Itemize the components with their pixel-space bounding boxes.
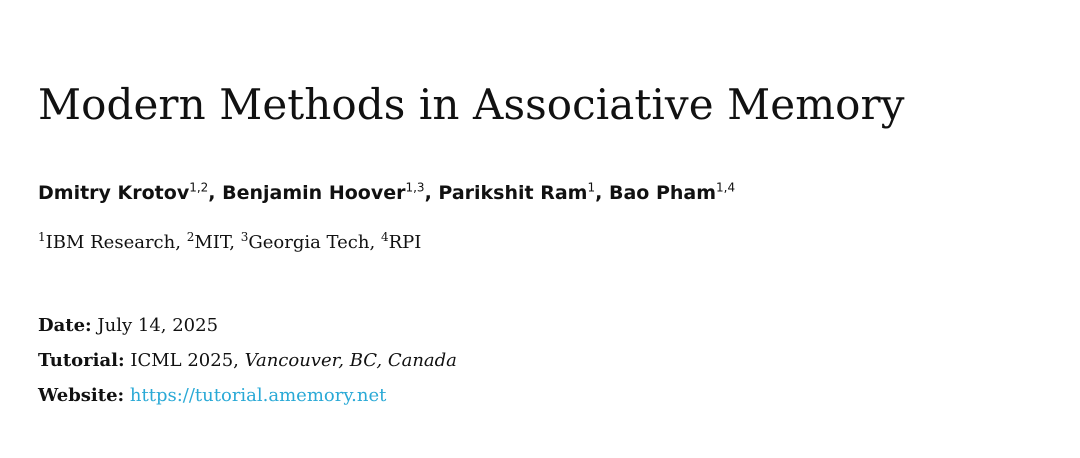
author-affiliation-marker: 1,4 bbox=[716, 180, 736, 195]
author-list: Dmitry Krotov$^{1,2}$, Benjamin Hoover$^{1,3}$, Parikshit Ram$^1$, Bao Pham$^{1,4}$ bbox=[38, 180, 736, 204]
tutorial-location: Vancouver, BC, Canada bbox=[244, 350, 457, 371]
event-details bbox=[38, 308, 457, 413]
affiliation-number: 4 bbox=[380, 230, 389, 244]
affiliation-name: Georgia Tech bbox=[248, 232, 370, 253]
author-name: Dmitry Krotov bbox=[38, 182, 190, 204]
author-name: Parikshit Ram bbox=[438, 182, 588, 204]
affiliation-list: $^1$IBM Research, $^2$MIT, $^3$Georgia Tech, $^4$RPI bbox=[38, 230, 422, 253]
affiliation-number: 2 bbox=[186, 230, 195, 244]
affiliation-name: RPI bbox=[388, 232, 422, 253]
date-row bbox=[38, 308, 457, 343]
author-affiliation-marker: 1,3 bbox=[405, 180, 425, 195]
tutorial-venue: ICML 2025, bbox=[130, 350, 239, 371]
author-affiliation-marker: 1 bbox=[587, 180, 596, 195]
author-affiliation-marker: 1,2 bbox=[189, 180, 209, 195]
affiliation-number: 3 bbox=[240, 230, 249, 244]
tutorial-row bbox=[38, 343, 457, 378]
affiliation-name: MIT bbox=[194, 232, 230, 253]
author-name: Bao Pham bbox=[608, 182, 717, 204]
author-name: Benjamin Hoover bbox=[222, 182, 406, 204]
tutorial-label: Tutorial: bbox=[38, 350, 125, 371]
website-link[interactable]: https://tutorial.amemory.net bbox=[129, 385, 387, 406]
website-row bbox=[38, 378, 457, 413]
date-value: July 14, 2025 bbox=[97, 315, 219, 336]
date-label: Date: bbox=[38, 315, 92, 336]
affiliation-number: 1 bbox=[38, 230, 46, 244]
paper-title: Modern Methods in Associative Memory bbox=[38, 80, 905, 129]
website-label: Website: bbox=[38, 385, 125, 406]
affiliation-name: IBM Research bbox=[45, 232, 176, 253]
